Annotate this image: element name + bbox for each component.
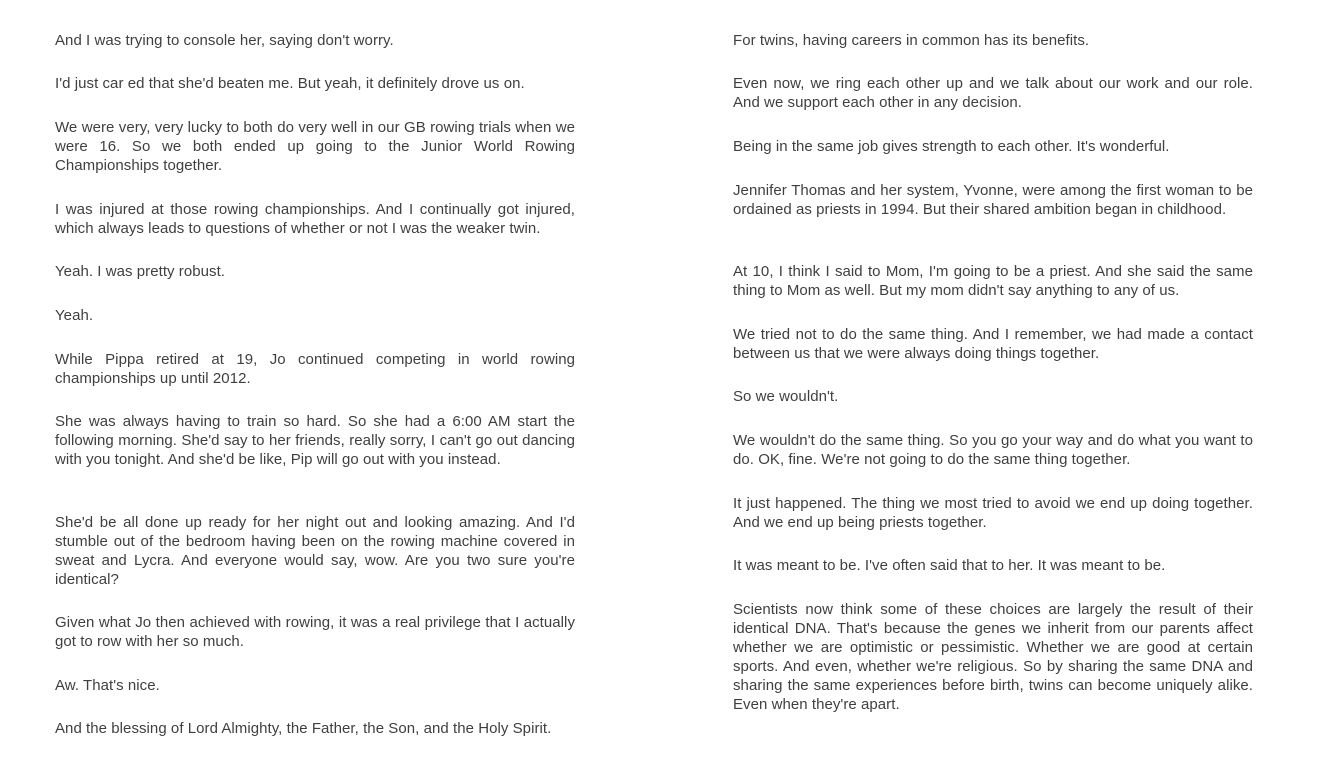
transcript-paragraph: Yeah. I was pretty robust. [55,263,226,280]
transcript-paragraph: It just happened. The thing we most tried to avoid we end up doing together. And we end up being priests together. [733,495,1253,531]
transcript-paragraph: She was always having to train so hard. So she had a 6:00 AM start the following morning. She'd say to her friends, really sorry, I can't go out dancing with you tonight. And she'd be like, Pip will go out with you instead. [55,413,575,468]
transcript-paragraph: We were very, very lucky to both do very well in our GB rowing trials when we were 16. So we both ended up going to the Junior World Rowing Championships together. [55,119,575,174]
transcript-paragraph: Given what Jo then achieved with rowing, it was a real privilege that I actually got to row with her so much. [55,614,575,650]
transcript-paragraph: Jennifer Thomas and her system, Yvonne, were among the first woman to be ordained as priests in 1994. But their shared ambition began in childhood. [733,182,1253,218]
transcript-paragraph: Being in the same job gives strength to each other. It's wonderful. [733,138,1170,155]
transcript-paragraph: At 10, I think I said to Mom, I'm going to be a priest. And she said the same thing to Mom as well. But my mom didn't say anything to any of us. [733,263,1253,299]
transcript-paragraph: And the blessing of Lord Almighty, the Father, the Son, and the Holy Spirit. [55,720,552,737]
transcript-paragraph: While Pippa retired at 19, Jo continued competing in world rowing championships up until 2012. [55,351,575,387]
transcript-paragraph: Aw. That's nice. [55,677,160,694]
transcript-paragraph: We tried not to do the same thing. And I remember, we had made a contact between us that we were always doing things together. [733,326,1253,362]
transcript-paragraph: So we wouldn't. [733,388,839,405]
transcript-paragraph: I was injured at those rowing championships. And I continually got injured, which always leads to questions of whether or not I was the weaker twin. [55,201,575,237]
transcript-paragraph: We wouldn't do the same thing. So you go your way and do what you want to do. OK, fine. We're not going to do the same thing together. [733,432,1253,468]
transcript-paragraph: It was meant to be. I've often said that to her. It was meant to be. [733,557,1166,574]
transcript-paragraph: For twins, having careers in common has its benefits. [733,32,1090,49]
transcript-paragraph: Even now, we ring each other up and we talk about our work and our role. And we support each other in any decision. [733,75,1253,111]
transcript-paragraph: Yeah. [55,307,94,324]
transcript-paragraph: She'd be all done up ready for her night out and looking amazing. And I'd stumble out of the bedroom having been on the rowing machine covered in sweat and Lycra. And everyone would say, wow. Are you two sure you're identical? [55,514,575,588]
transcript-paragraph: I'd just car ed that she'd beaten me. But yeah, it definitely drove us on. [55,75,525,92]
transcript-paragraph: Scientists now think some of these choices are largely the result of their identical DNA. That's because the genes we inherit from our parents affect whether we are optimistic or pessimistic. Whether we are good at certain sports. And even, whether we're religious. So by sharing the same DNA and sharing the same experiences before birth, twins can become uniquely alike. Even when they're apart. [733,601,1253,713]
transcript-paragraph: And I was trying to console her, saying don't worry. [55,32,394,49]
